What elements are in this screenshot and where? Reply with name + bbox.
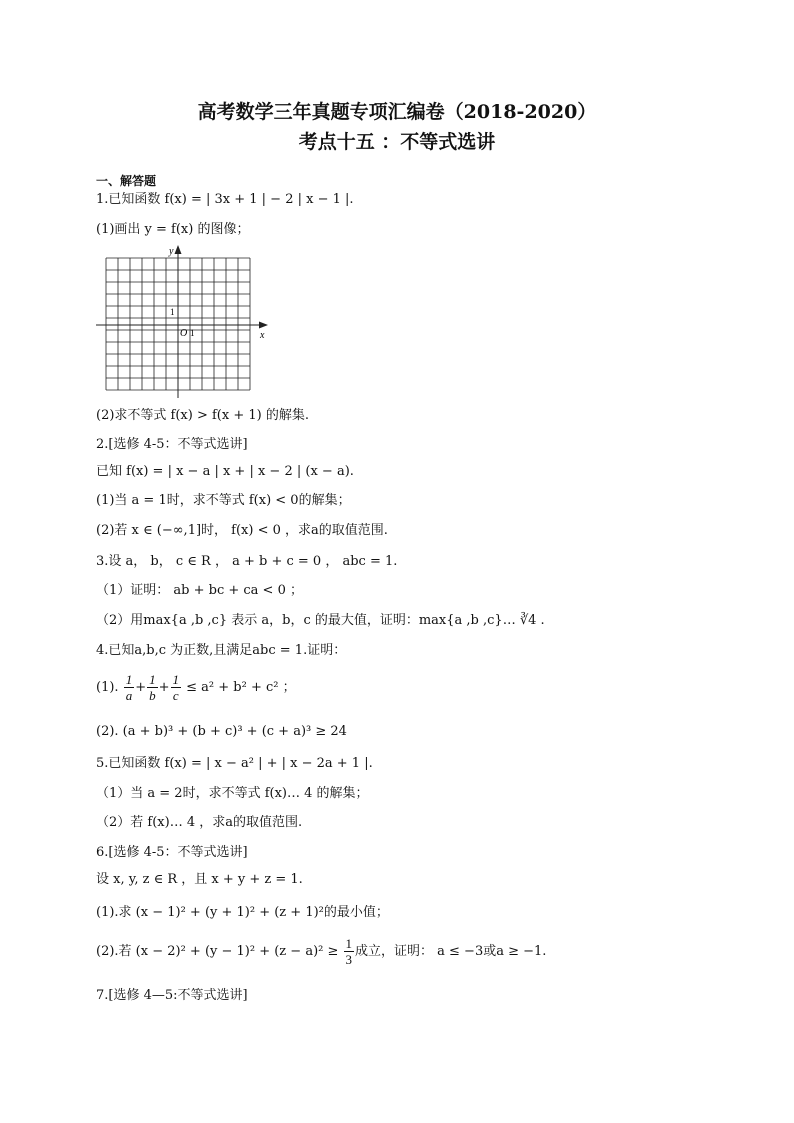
q4-part2: (2). (a + b)³ + (b + c)³ + (c + a)³ ≥ 24 bbox=[96, 724, 347, 739]
q3-part2: （2）用max{a ,b ,c} 表示 a，b，c 的最大值，证明：max{a ,b ,c}… ∛4 . bbox=[96, 613, 545, 628]
fraction-1-over-b: $\frac{1}{b}$ bbox=[149, 672, 156, 703]
section-heading: 一、解答题 bbox=[96, 174, 157, 188]
x-axis-label: x bbox=[260, 330, 265, 341]
page-title: 高考数学三年真题专项汇编卷（2018-2020） bbox=[197, 101, 597, 123]
x-axis-arrow bbox=[259, 322, 268, 329]
q2-part2: (2)若 x ∈ (−∞,1]时， f(x) < 0 ，求a的取值范围. bbox=[96, 523, 388, 538]
page-subtitle: 考点十五 ：不等式选讲 bbox=[298, 131, 496, 153]
q4-stem: 4.已知a,b,c 为正数,且满足abc = 1.证明： bbox=[96, 643, 347, 658]
q6-part1: (1).求 (x − 1)² + (y + 1)² + (z + 1)²的最小值； bbox=[96, 905, 389, 920]
q2-tag: 2.[选修 4-5：不等式选讲] bbox=[96, 437, 248, 452]
q3-part1: （1）证明： ab + bc + ca < 0 ； bbox=[96, 583, 303, 598]
y-axis-label: y bbox=[169, 246, 174, 257]
q7-tag: 7.[选修 4—5:不等式选讲] bbox=[96, 988, 248, 1003]
origin-label: O bbox=[180, 328, 188, 339]
q2-part1: (1)当 a = 1时，求不等式 f(x) < 0的解集； bbox=[96, 493, 351, 508]
y-axis-arrow bbox=[175, 245, 182, 254]
q6-part2-prefix: (2).若 (x − 2)² + (y − 1)² + (z − a)² ≥ bbox=[96, 944, 343, 959]
grid-svg bbox=[96, 243, 276, 400]
q4-part1-suffix: ≤ a² + b² + c² ； bbox=[186, 680, 296, 695]
q3-stem: 3.设 a， b， c ∈ R ， a + b + c = 0 ， abc = 1. bbox=[96, 554, 398, 569]
y-unit-label: 1 bbox=[170, 307, 175, 317]
q1-part2: (2)求不等式 f(x) > f(x + 1) 的解集. bbox=[96, 408, 309, 423]
q5-stem: 5.已知函数 f(x) = | x − a² | + | x − 2a + 1 |. bbox=[96, 756, 373, 771]
q1-stem: 1.已知函数 f(x) = | 3x + 1 | − 2 | x − 1 |. bbox=[96, 192, 354, 207]
q2-stem: 已知 f(x) = | x − a | x + | x − 2 | (x − a). bbox=[96, 464, 354, 479]
q6-tag: 6.[选修 4-5：不等式选讲] bbox=[96, 845, 248, 860]
q6-part2 bbox=[96, 936, 546, 967]
fraction-1-over-c: $\frac{1}{c}$ bbox=[172, 672, 179, 703]
q6-part2-suffix: 成立，证明： a ≤ −3或a ≥ −1. bbox=[355, 944, 547, 959]
q5-part2: （2）若 f(x)… 4 ，求a的取值范围. bbox=[96, 815, 303, 830]
coordinate-grid bbox=[96, 243, 276, 400]
q4-part1-prefix: (1). bbox=[96, 680, 119, 695]
q6-stem: 设 x, y, z ∈ R ，且 x + y + z = 1. bbox=[96, 872, 303, 887]
q4-part1: (1). $\frac{1}{a}$ + $\frac{1}{b}$ + $\frac{1}{c}$ ≤ a² + b² + c² ； bbox=[96, 672, 296, 703]
x-unit-label: 1 bbox=[190, 328, 195, 338]
fraction-1-over-a: $\frac{1}{a}$ bbox=[125, 672, 133, 703]
q1-part1: (1)画出 y = f(x) 的图像； bbox=[96, 222, 250, 237]
fraction-1-over-3: $\frac{1}{3}$ bbox=[345, 936, 353, 967]
q5-part1: （1）当 a = 2时，求不等式 f(x)… 4 的解集； bbox=[96, 786, 369, 801]
